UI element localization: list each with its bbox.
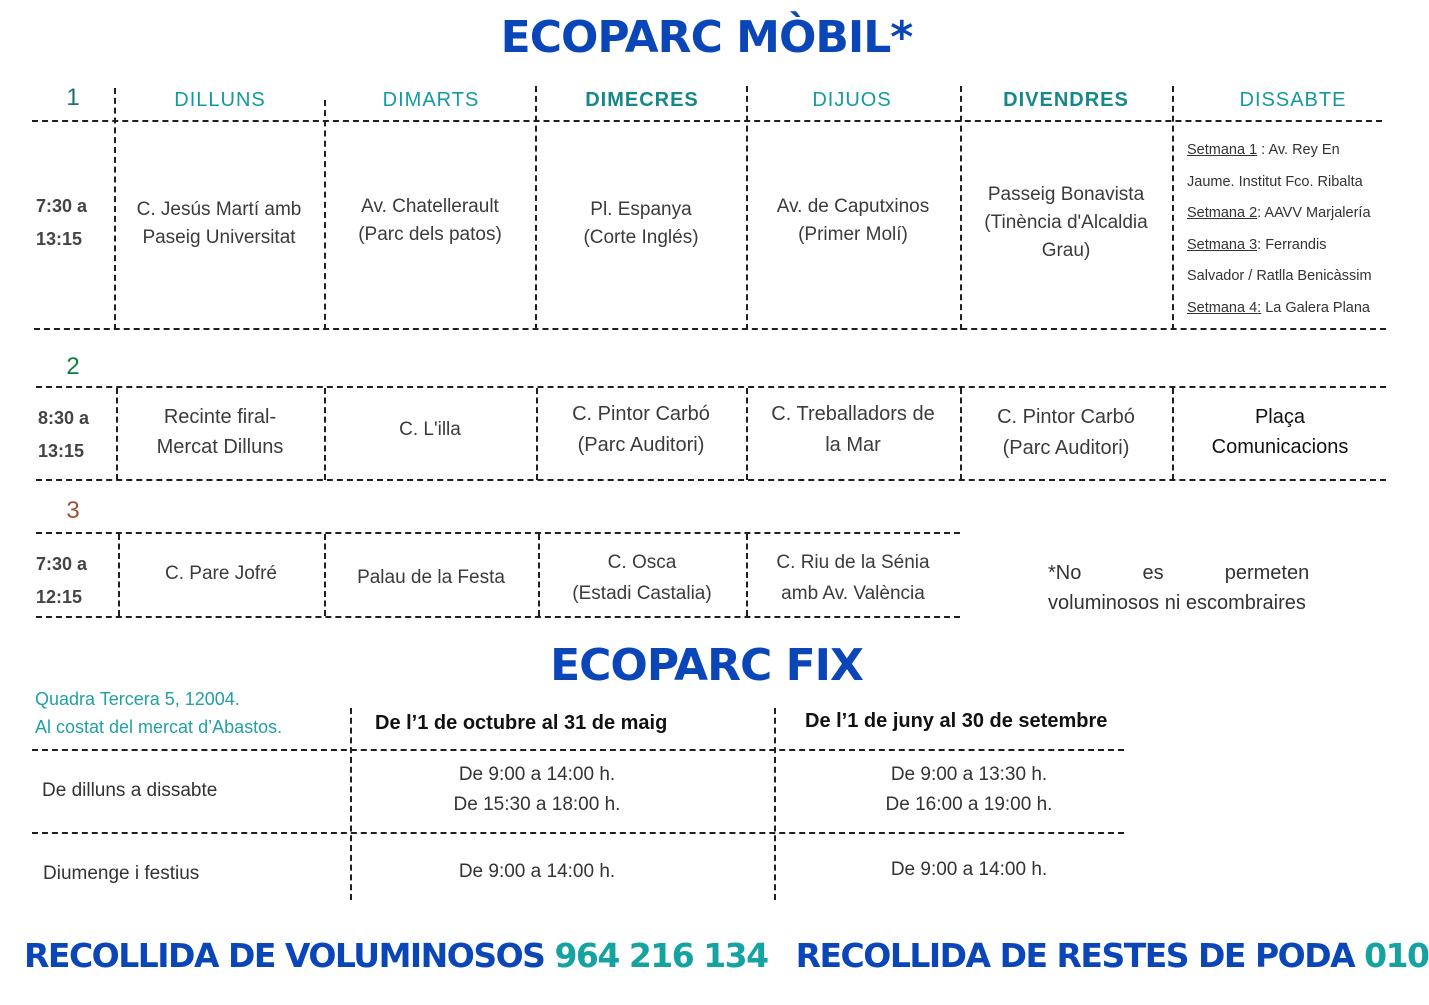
- divider: [1172, 86, 1174, 330]
- fixed-title: ECOPARC FIX: [550, 640, 863, 691]
- cell-line: C. Treballadors de: [771, 403, 935, 425]
- hours-line: De 9:00 a 14:00 h.: [458, 764, 616, 785]
- route1-time-start: 7:30 a: [36, 196, 88, 216]
- header-dimecres: DIMECRES: [585, 89, 699, 111]
- route2-dijuos: [748, 399, 958, 461]
- cell-line: (Corte Inglés): [583, 227, 699, 248]
- route3-dimarts: [326, 564, 536, 592]
- route1-time-end: 13:15: [36, 229, 83, 249]
- mobile-note: [1048, 558, 1309, 618]
- fixed-weekdays-winter: [352, 760, 722, 820]
- divider: [32, 749, 1124, 751]
- cell-line: C. Pare Jofré: [165, 563, 277, 584]
- saturday-line: Setmana 2: AAVV Marjalería: [1187, 205, 1371, 221]
- saturday-line: Salvador / Ratlla Benicàssim: [1187, 268, 1372, 284]
- divider: [36, 479, 1386, 481]
- cell-line: Palau de la Festa: [357, 567, 505, 588]
- route1-dijuos: [748, 193, 958, 249]
- hours-line: De 9:00 a 13:30 h.: [890, 764, 1048, 785]
- mobile-title: ECOPARC MÒBIL*: [500, 12, 913, 63]
- address-line: Al costat del mercat d’Abastos.: [35, 717, 283, 737]
- cell-line: Av. de Caputxinos: [776, 196, 930, 217]
- header-dimarts: DIMARTS: [382, 89, 480, 111]
- route1-time: [36, 190, 87, 256]
- fixed-sunday-summer: [776, 855, 1162, 885]
- route2-time-start: 8:30 a: [38, 408, 90, 428]
- footer-poda: RECOLLIDA DE RESTES DE PODA: [795, 936, 1355, 975]
- route3-number: 3: [66, 497, 80, 524]
- hours-line: De 16:00 a 19:00 h.: [885, 794, 1053, 815]
- route2-number: 2: [66, 353, 80, 380]
- fixed-row-weekdays-label: De dilluns a dissabte: [42, 780, 218, 801]
- route2-dimarts: [326, 416, 534, 444]
- route3-dilluns: [120, 560, 322, 588]
- route1-number: 1: [66, 84, 80, 111]
- cell-line: (Parc Auditori): [1002, 437, 1130, 459]
- hours-line: De 9:00 a 14:00 h.: [458, 861, 616, 882]
- route1-dimecres: [537, 196, 745, 252]
- cell-line: (Primer Molí): [798, 224, 908, 245]
- footer-voluminosos: RECOLLIDA DE VOLUMINOSOS: [24, 936, 545, 975]
- cell-line: C. Pintor Carbó: [997, 406, 1135, 428]
- route3-dimecres: [540, 547, 744, 609]
- divider: [36, 616, 960, 618]
- saturday-line: Setmana 3: Ferrandis: [1187, 236, 1327, 253]
- fixed-row-sunday-label: Diumenge i festius: [43, 863, 200, 884]
- saturday-line: Setmana 4: La Galera Plana: [1187, 299, 1370, 316]
- cell-line: (Parc dels patos): [358, 224, 502, 245]
- header-divendres: DIVENDRES: [1003, 89, 1129, 111]
- cell-line: C. Osca: [607, 552, 677, 573]
- route2-dimecres: [538, 399, 744, 461]
- cell-line: C. Pintor Carbó: [572, 403, 710, 425]
- cell-line: Av. Chatellerault: [361, 196, 499, 217]
- route3-dijuos: [748, 547, 958, 609]
- cell-line: Passeig Bonavista: [987, 184, 1145, 205]
- cell-line: Paseig Universitat: [142, 227, 296, 248]
- route1-dilluns: [116, 196, 322, 252]
- cell-line: amb Av. València: [781, 583, 925, 604]
- footer: [24, 936, 1429, 975]
- header-dissabte: DISSABTE: [1239, 89, 1347, 111]
- divider: [36, 386, 1386, 388]
- route1-divendres: [962, 181, 1170, 265]
- header-dilluns: DILLUNS: [174, 89, 266, 111]
- route2-time-end: 13:15: [38, 441, 85, 461]
- cell-line: Recinte firal-: [163, 406, 277, 428]
- saturday-line: Jaume. Institut Fco. Ribalta: [1187, 173, 1363, 190]
- cell-line: C. Riu de la Sénia: [776, 552, 930, 573]
- cell-line: Plaça: [1254, 406, 1305, 428]
- divider: [32, 832, 1124, 834]
- divider: [36, 532, 960, 534]
- route2-divendres: [962, 402, 1170, 464]
- fixed-col1-header: De l’1 de octubre al 31 de maig: [375, 712, 668, 734]
- cell-line: (Tinència d'Alcaldia: [984, 212, 1148, 233]
- route3-time: [36, 548, 87, 614]
- route3-time-end: 12:15: [36, 587, 83, 607]
- note-line: voluminosos ni escombraires: [1048, 592, 1306, 614]
- cell-line: (Parc Auditori): [577, 434, 705, 456]
- fixed-address: [35, 685, 282, 741]
- fixed-weekdays-summer: [776, 760, 1162, 820]
- route2-dilluns: [118, 402, 322, 462]
- cell-line: C. Jesús Martí amb: [136, 199, 302, 220]
- cell-line: (Estadi Castalia): [572, 583, 712, 604]
- route1-dimarts: [326, 193, 534, 249]
- divider: [34, 328, 1386, 330]
- footer-phone-voluminosos[interactable]: 964 216 134: [554, 936, 768, 975]
- cell-line: Pl. Espanya: [590, 199, 692, 220]
- route2-time: [38, 402, 89, 468]
- route2-dissabte: [1174, 402, 1386, 462]
- cell-line: C. L'illa: [399, 419, 461, 440]
- address-line: Quadra Tercera 5, 12004.: [35, 689, 240, 709]
- divider: [32, 120, 1382, 122]
- cell-line: Mercat Dilluns: [156, 436, 284, 458]
- hours-line: De 9:00 a 14:00 h.: [890, 859, 1048, 880]
- fixed-sunday-winter: [352, 857, 722, 887]
- saturday-line: Setmana 1 : Av. Rey En: [1187, 142, 1340, 158]
- route1-dissabte: [1187, 135, 1407, 324]
- footer-phone-poda[interactable]: 010: [1364, 936, 1429, 975]
- cell-line: la Mar: [825, 434, 881, 456]
- route3-time-start: 7:30 a: [36, 554, 88, 574]
- cell-line: Grau): [1041, 240, 1091, 261]
- cell-line: Comunicacions: [1211, 436, 1349, 458]
- hours-line: De 15:30 a 18:00 h.: [453, 794, 621, 815]
- note-line: *No es permeten: [1048, 562, 1310, 584]
- header-dijuos: DIJUOS: [812, 89, 892, 111]
- fixed-col2-header: De l’1 de juny al 30 de setembre: [805, 710, 1108, 732]
